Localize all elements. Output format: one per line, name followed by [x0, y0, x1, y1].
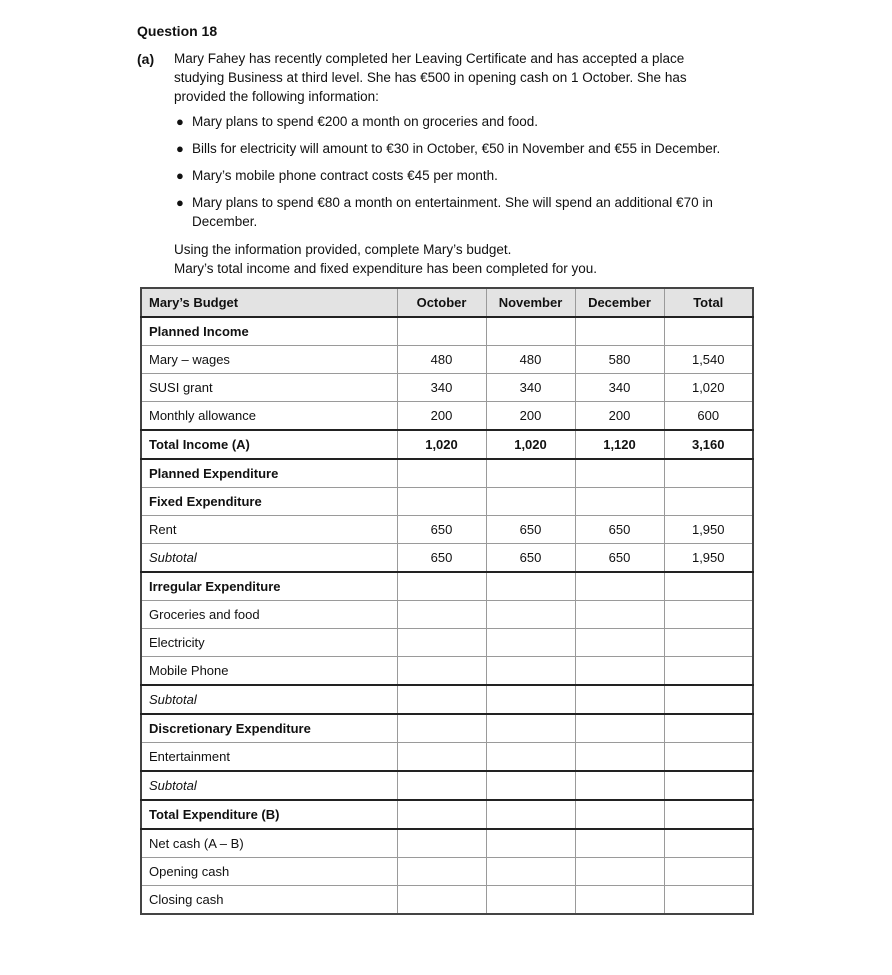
value-cell	[397, 459, 486, 488]
row-label: Mary – wages	[141, 346, 397, 374]
row-label: Fixed Expenditure	[141, 488, 397, 516]
value-cell	[575, 317, 664, 346]
row-label: Opening cash	[141, 858, 397, 886]
table-row	[141, 858, 753, 886]
value-cell: 1,020	[397, 430, 486, 459]
table-row	[141, 317, 753, 346]
value-cell	[575, 459, 664, 488]
row-label: Discretionary Expenditure	[141, 714, 397, 743]
value-cell	[575, 743, 664, 772]
value-cell	[486, 685, 575, 714]
table-row	[141, 572, 753, 601]
table-row	[141, 886, 753, 915]
table-row	[141, 657, 753, 686]
row-label: Total Income (A)	[141, 430, 397, 459]
information-item: ● Mary plans to spend €80 a month on entertainment. She will spend an additional €70 in December.	[176, 195, 713, 229]
question-intro: Mary Fahey has recently completed her Leaving Certificate and has accepted a place studying Business at third level. She has €500 in opening cash on 1 October. She has provided the following information:	[174, 51, 687, 104]
bullet-icon: ●	[176, 141, 184, 156]
value-cell	[575, 858, 664, 886]
row-label: Planned Income	[141, 317, 397, 346]
value-cell	[664, 572, 753, 601]
value-cell	[397, 488, 486, 516]
row-label: Monthly allowance	[141, 402, 397, 431]
value-cell	[664, 886, 753, 915]
row-label: Subtotal	[141, 544, 397, 573]
header-november: November	[486, 288, 575, 317]
value-cell: 650	[575, 544, 664, 573]
value-cell	[397, 800, 486, 829]
value-cell	[486, 459, 575, 488]
row-label: Net cash (A – B)	[141, 829, 397, 858]
value-cell	[664, 317, 753, 346]
bullet-icon: ●	[176, 195, 184, 210]
value-cell	[397, 829, 486, 858]
value-cell: 1,020	[664, 374, 753, 402]
table-row	[141, 601, 753, 629]
row-label: Rent	[141, 516, 397, 544]
value-cell	[397, 886, 486, 915]
value-cell: 340	[486, 374, 575, 402]
value-cell	[664, 488, 753, 516]
value-cell: 340	[397, 374, 486, 402]
value-cell: 650	[397, 516, 486, 544]
value-cell	[575, 886, 664, 915]
table-row	[141, 714, 753, 743]
row-label: Entertainment	[141, 743, 397, 772]
value-cell: 3,160	[664, 430, 753, 459]
value-cell	[664, 629, 753, 657]
instruction-line: Using the information provided, complete Mary’s budget.	[174, 242, 512, 257]
table-row	[141, 402, 753, 431]
table-row	[141, 488, 753, 516]
value-cell	[575, 714, 664, 743]
table-row	[141, 685, 753, 714]
value-cell: 650	[397, 544, 486, 573]
value-cell: 650	[575, 516, 664, 544]
value-cell: 1,950	[664, 516, 753, 544]
value-cell	[486, 317, 575, 346]
value-cell	[397, 601, 486, 629]
value-cell: 580	[575, 346, 664, 374]
bullet-icon: ●	[176, 114, 184, 129]
row-label: Subtotal	[141, 685, 397, 714]
value-cell: 200	[575, 402, 664, 431]
value-cell	[664, 829, 753, 858]
table-row	[141, 516, 753, 544]
value-cell	[664, 858, 753, 886]
value-cell	[486, 800, 575, 829]
value-cell	[397, 317, 486, 346]
row-label: SUSI grant	[141, 374, 397, 402]
value-cell	[486, 572, 575, 601]
value-cell	[397, 629, 486, 657]
value-cell	[664, 714, 753, 743]
instruction-line: Mary’s total income and fixed expenditure has been completed for you.	[174, 261, 597, 276]
table-row	[141, 771, 753, 800]
value-cell	[664, 657, 753, 686]
table-row	[141, 829, 753, 858]
row-label: Total Expenditure (B)	[141, 800, 397, 829]
value-cell	[664, 771, 753, 800]
header-total: Total	[664, 288, 753, 317]
budget-table	[140, 287, 754, 915]
value-cell	[397, 572, 486, 601]
value-cell	[397, 771, 486, 800]
value-cell	[664, 601, 753, 629]
value-cell	[664, 800, 753, 829]
value-cell	[575, 657, 664, 686]
value-cell: 1,950	[664, 544, 753, 573]
row-label: Closing cash	[141, 886, 397, 915]
table-row	[141, 743, 753, 772]
value-cell: 650	[486, 544, 575, 573]
value-cell	[486, 488, 575, 516]
value-cell: 600	[664, 402, 753, 431]
table-row	[141, 459, 753, 488]
information-item: ● Mary’s mobile phone contract costs €45 per month.	[176, 168, 498, 183]
value-cell: 340	[575, 374, 664, 402]
value-cell	[575, 800, 664, 829]
value-cell: 200	[486, 402, 575, 431]
value-cell	[486, 829, 575, 858]
value-cell	[575, 488, 664, 516]
value-cell	[664, 685, 753, 714]
instructions	[174, 240, 597, 278]
value-cell	[486, 858, 575, 886]
row-label: Planned Expenditure	[141, 459, 397, 488]
value-cell	[397, 657, 486, 686]
value-cell: 650	[486, 516, 575, 544]
bullet-icon: ●	[176, 168, 184, 183]
value-cell	[664, 743, 753, 772]
value-cell	[397, 858, 486, 886]
value-cell	[397, 743, 486, 772]
information-item: ● Bills for electricity will amount to €30 in October, €50 in November and €55 in December.	[176, 141, 721, 156]
value-cell	[575, 629, 664, 657]
question-title: Question 18	[137, 23, 218, 39]
header-december: December	[575, 288, 664, 317]
header-budget: Mary’s Budget	[141, 288, 397, 317]
value-cell	[486, 886, 575, 915]
question-part-label: (a)	[137, 51, 155, 67]
table-row	[141, 544, 753, 573]
value-cell	[486, 743, 575, 772]
value-cell	[664, 459, 753, 488]
value-cell	[575, 829, 664, 858]
row-label: Groceries and food	[141, 601, 397, 629]
value-cell: 1,120	[575, 430, 664, 459]
row-label: Irregular Expenditure	[141, 572, 397, 601]
value-cell	[486, 771, 575, 800]
value-cell	[486, 629, 575, 657]
value-cell	[486, 657, 575, 686]
table-row	[141, 346, 753, 374]
value-cell: 480	[397, 346, 486, 374]
value-cell	[397, 714, 486, 743]
value-cell: 1,020	[486, 430, 575, 459]
table-row	[141, 430, 753, 459]
information-item: ● Mary plans to spend €200 a month on groceries and food.	[176, 114, 538, 129]
value-cell	[575, 685, 664, 714]
value-cell	[575, 771, 664, 800]
value-cell	[575, 601, 664, 629]
value-cell: 1,540	[664, 346, 753, 374]
table-row	[141, 374, 753, 402]
value-cell: 200	[397, 402, 486, 431]
header-october: October	[397, 288, 486, 317]
value-cell	[486, 714, 575, 743]
table-header-row	[141, 288, 753, 317]
value-cell	[486, 601, 575, 629]
table-row	[141, 800, 753, 829]
row-label: Mobile Phone	[141, 657, 397, 686]
row-label: Subtotal	[141, 771, 397, 800]
value-cell: 480	[486, 346, 575, 374]
table-row	[141, 629, 753, 657]
value-cell	[575, 572, 664, 601]
information-list	[174, 112, 764, 239]
value-cell	[397, 685, 486, 714]
row-label: Electricity	[141, 629, 397, 657]
